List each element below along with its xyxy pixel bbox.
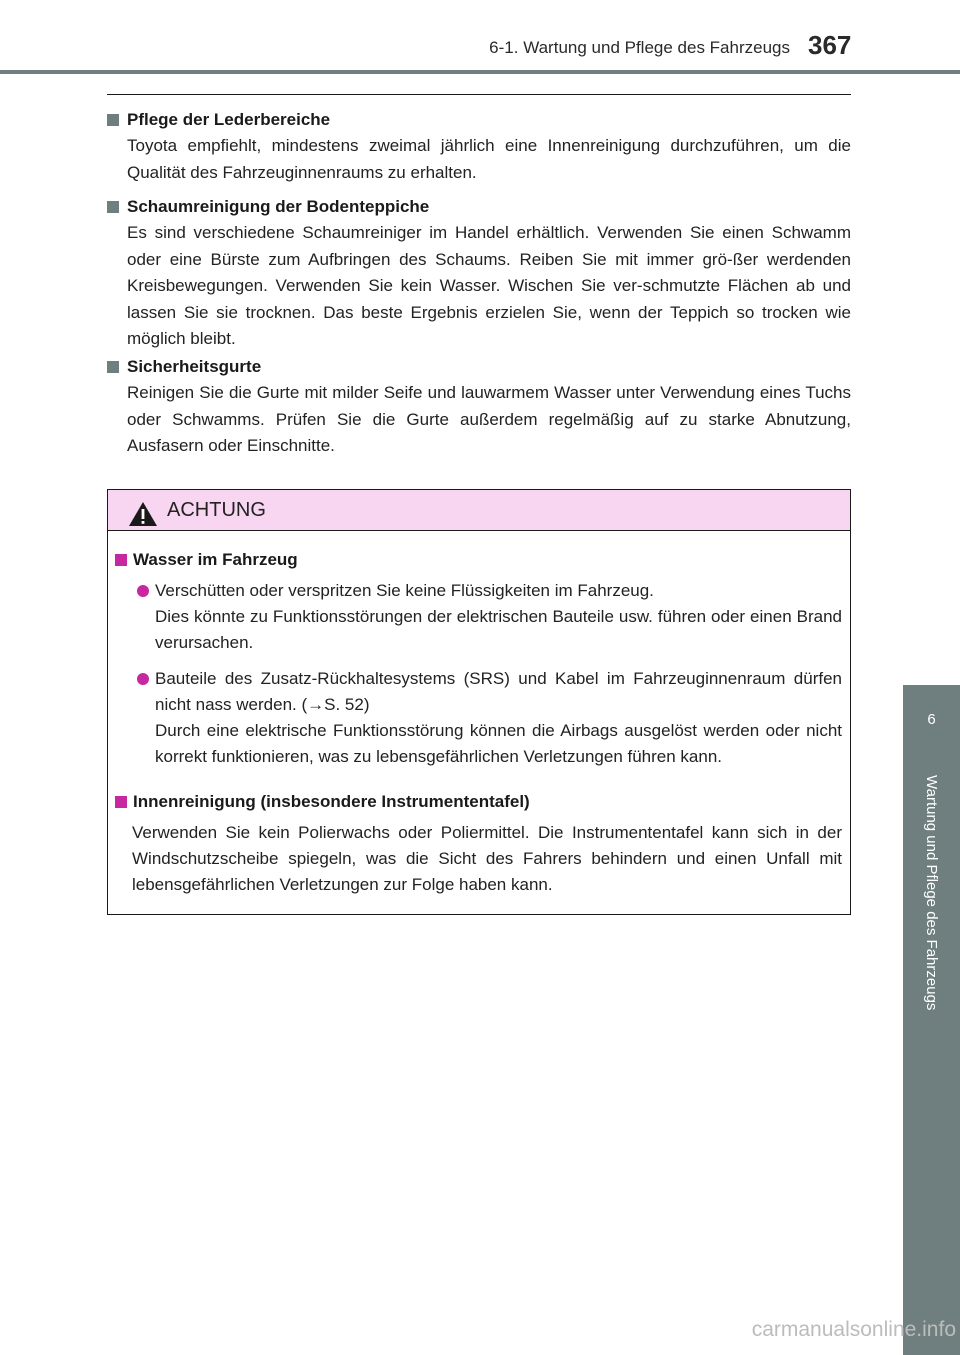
square-bullet-icon xyxy=(107,201,119,213)
warning-interior-section xyxy=(115,789,842,898)
square-bullet-icon xyxy=(115,796,127,808)
circle-bullet-icon xyxy=(137,673,149,685)
watermark: carmanualsonline.info xyxy=(751,1318,956,1341)
warning-section-body: Verwenden Sie kein Polierwachs oder Poliermittel. Die Instrumententafel kann sich in der Windschutzscheibe spiegeln, was die Sicht des Fahrers behindern und einen Unfall mit lebensgefährlichen Verletzungen zur Folge haben kann. xyxy=(132,823,842,894)
warning-triangle-icon xyxy=(128,501,158,527)
section-body: Es sind verschiedene Schaumreiniger im Handel erhältlich. Verwenden Sie einen Schwamm oder eine Bürste zum Aufbringen des Schaums. Reiben Sie mit immer grö-ßer werdenden Kreisbewegungen. Verwenden Sie kein Wasser. Wischen Sie ver-schmutzte Flächen ab und lassen Sie sie trocknen. Das beste Ergebnis erzielen Sie, wenn der Teppich so trocken wie möglich bleibt. xyxy=(127,223,851,348)
warning-water-section xyxy=(115,547,842,770)
content-divider xyxy=(107,94,851,95)
section-carpet-foam xyxy=(107,194,851,353)
square-bullet-icon xyxy=(115,554,127,566)
section-body: Toyota empfiehlt, mindestens zweimal jährlich eine Innenreinigung durchzuführen, um die Qualität des Fahrzeuginnenraums zu erhalten. xyxy=(127,136,851,182)
chapter-title: 6-1. Wartung und Pflege des Fahrzeugs xyxy=(489,38,790,57)
header-divider xyxy=(0,70,960,74)
side-tab-number: 6 xyxy=(903,685,960,765)
section-title: Pflege der Lederbereiche xyxy=(107,107,851,133)
circle-bullet-icon xyxy=(137,585,149,597)
side-tab-label: Wartung und Pflege des Fahrzeugs xyxy=(923,775,940,1011)
square-bullet-icon xyxy=(107,361,119,373)
warning-section-title: Wasser im Fahrzeug xyxy=(115,547,842,573)
section-leather-care xyxy=(107,107,851,186)
section-title: Schaumreinigung der Bodenteppiche xyxy=(107,194,851,220)
warning-header xyxy=(108,490,850,531)
square-bullet-icon xyxy=(107,114,119,126)
side-tab xyxy=(903,765,960,1355)
section-body: Reinigen Sie die Gurte mit milder Seife und lauwarmem Wasser unter Verwendung eines Tuchs oder Schwamms. Prüfen Sie die Gurte außerdem regelmäßig auf zu starke Abnutzung, Ausfasern oder Einschnitte. xyxy=(127,383,851,455)
section-title: Sicherheitsgurte xyxy=(107,354,851,380)
warning-section-title: Innenreinigung (insbesondere Instrumententafel) xyxy=(115,789,842,815)
warning-bullet: Verschütten oder verspritzen Sie keine Flüssigkeiten im Fahrzeug. Dies könnte zu Funktionsstörungen der elektrischen Bauteile usw. führen oder einen Brand verursachen. xyxy=(115,578,842,656)
section-seatbelts xyxy=(107,354,851,460)
warning-box xyxy=(107,489,851,915)
page-number: 367 xyxy=(808,30,852,60)
warning-bullet: Bauteile des Zusatz-Rückhaltesystems (SRS) und Kabel im Fahrzeuginnenraum dürfen nicht nass werden. (→S. 52) Durch eine elektrische Funktionsstörung können die Airbags ausgelöst werden oder nicht korrekt funktionieren, was zu lebensgefährlichen Verletzungen führen kann. xyxy=(115,666,842,770)
warning-label: ACHTUNG xyxy=(167,499,266,521)
